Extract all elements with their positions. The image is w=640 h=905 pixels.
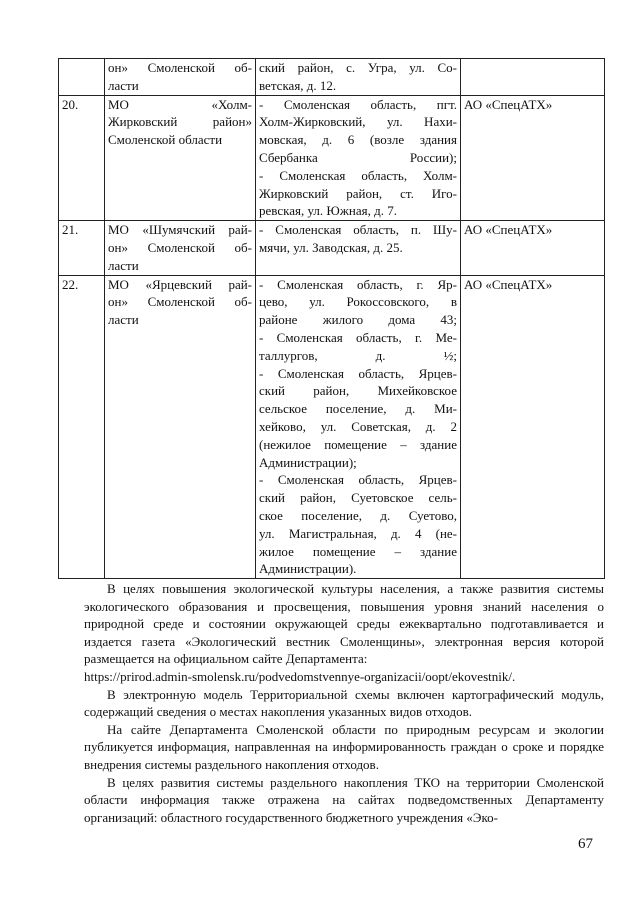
cell-line: - Смоленская область, Ярцев- [259,365,457,381]
operator-cell: АО «СпецАТХ» [461,221,605,275]
cell-line: ветская, д. 12. [259,77,337,93]
cell-line: цево, ул. Рокоссовского, в [259,294,457,310]
cell-line: ул. Магистральная, д. 4 (не- [259,525,457,541]
cell-line: - Смоленская область, г. Яр- [259,276,457,292]
cell-line: Администрации); [259,454,357,470]
cell-line: Жирковский район, ст. Иго- [259,185,457,201]
waste-sites-table [58,58,605,579]
cell-line: сельское поселение, д. Ми- [259,401,457,417]
address-cell [256,275,461,579]
cell-line: МО «Ярцевский рай- [108,276,252,292]
cell-line: ское поселение, д. Суетово, [259,507,457,523]
cell-line: ский район, Михейковское [259,383,457,399]
cell-line: мячи, ул. Заводская, д. 25. [259,239,403,255]
body-text [84,580,604,826]
page-number: 67 [578,836,593,852]
cell-line: мовская, д. 6 (возле здания [259,132,457,148]
cell-line: - Смоленская область, пгт. [259,96,457,112]
row-number: 20. [59,95,105,221]
paragraph-department-site: На сайте Департамента Смоленской области по природным ресурсам и экологии публикуется информация, направленная на информированность граждан о сроке и порядке внедрения системы раздельного накопления отходов. [84,721,604,772]
row-number: 21. [59,221,105,275]
row-number: 22. [59,275,105,579]
cell-line: ласти [108,312,139,328]
cell-line: ский район, с. Угра, ул. Со- [259,60,457,75]
cell-line: МО «Холм- [108,96,252,112]
address-cell [256,59,461,96]
operator-cell: АО «СпецАТХ» [461,95,605,221]
table-row [59,59,605,96]
paragraph-subordinate-orgs: В целях развития системы раздельного накопления ТКО на территории Смоленской области информация также отражена на сайтах подведомственных Департаменту организаций: областного государственного бюджетного учреждения «Эко- [84,774,604,825]
cell-line: Холм-Жирковский, ул. Нахи- [259,114,457,130]
cell-line: ласти [108,257,139,273]
cell-line: - Смоленская область, п. Шу- [259,222,457,238]
address-cell [256,95,461,221]
table-row [59,221,605,275]
cell-line: (нежилое помещение – здание [259,436,457,452]
operator-cell: АО «СпецАТХ» [461,275,605,579]
cell-line: Сбербанка России); [259,149,457,165]
cell-line: он» Смоленской об- [108,239,252,255]
cell-line: жилое помещение – здание [259,543,457,559]
municipality-cell [105,95,256,221]
table-row [59,275,605,579]
operator-cell [461,59,605,96]
cell-line: Смоленской области [108,132,223,148]
cell-line: ревская, ул. Южная, д. 7. [259,203,397,219]
cell-line: - Смоленская область, Холм- [259,167,457,183]
cell-line: - Смоленская область, Ярцев- [259,472,457,488]
cell-line: ский район, Суетовское сель- [259,490,457,506]
address-cell [256,221,461,275]
cell-line: МО «Шумячский рай- [108,222,252,238]
paragraph-newspaper [84,580,604,686]
cell-line: он» Смоленской об- [108,60,252,75]
table-body [59,59,605,579]
cell-line: таллургов, д. ½; [259,347,457,363]
municipality-cell [105,221,256,275]
cell-line: районе жилого дома 43; [259,312,457,328]
cell-line: Администрации). [259,561,357,577]
paragraph-map-module: В электронную модель Территориальной схемы включен картографический модуль, содержащий сведения о местах накопления указанных видов отходов. [84,686,604,720]
cell-line: Жирковский район» [108,114,252,130]
row-number [59,59,105,96]
municipality-cell [105,59,256,96]
paragraph-text: В целях повышения экологической культуры населения, а также развития системы экологического образования и просвещения, повышения уровня знаний населения о природной среде и состоянии окружающей среды ежеквартально подготавливается и издается газета «Экологический вестник Смоленщины», электронная версия которой размещается на официальном сайте Департамента: [84,581,604,667]
table-row [59,95,605,221]
cell-line: хейково, ул. Советская, д. 2 [259,418,457,434]
ekovestnik-link[interactable]: https://prirod.admin-smolensk.ru/podvedomstvennye-organizacii/oopt/ekovestnik/. [84,668,516,684]
cell-line: он» Смоленской об- [108,294,252,310]
cell-line: ласти [108,77,139,93]
municipality-cell [105,275,256,579]
cell-line: - Смоленская область, г. Ме- [259,329,457,345]
